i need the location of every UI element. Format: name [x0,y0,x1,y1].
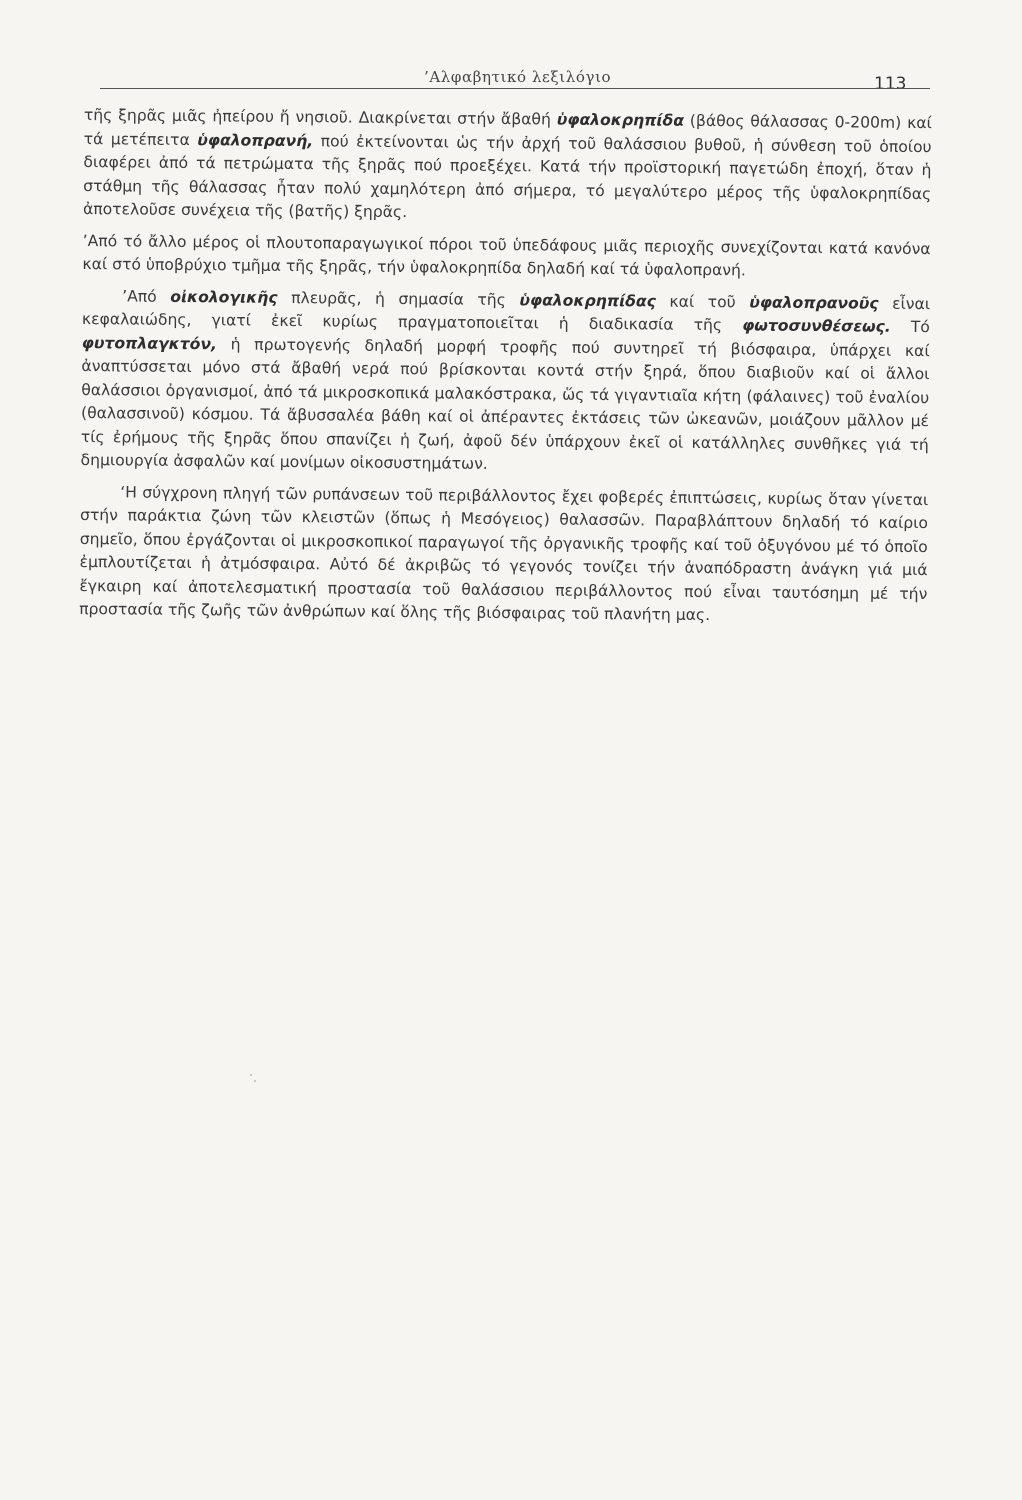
key-term: οἰκολογικῆς [170,287,278,307]
text-run: ἡ πρωτογενής δηλαδή μορφή τροφῆς πού συντηρεῖ τή βιόσφαιρα, ὑπάρχει καί ἀναπτύσσεται μόνο στά ἄβαθή νερά πού βρίσκονται κοντά στήν ξηρά, ὅπου διαβιοῦν καί οἱ ἄλλοι θαλάσσιοι ὀργανισμοί, ἀπό τά μικροσκοπικά μαλακόστρακα, ὥς τά γιγαντιαῖα κήτη (φάλαινες) τοῦ ἐναλίου (θαλασσινοῦ) κόσμου. Τά ἄβυσσαλέα βάθη καί οἱ ἀπέραντες ἐκτάσεις τῶν ὠκεανῶν, μοιάζουν μᾶλλον μέ τίς ἐρήμους τῆς ξηρᾶς ὅπου σπανίζει ἡ ζωή, ἀφοῦ δέν ὑπάρχουν ἐκεῖ οἱ κατάλληλες συνθῆκες γιά τή δημιουργία ἀσφαλῶν καί μονίμων οἰκοσυστημάτων. [80,334,930,473]
key-term: φωτοσυνθέσεως. [742,316,891,336]
text-run: Τό [890,317,930,337]
text-run: πλευρᾶς, ἡ σημασία τῆς [277,288,520,309]
text-run: καί τοῦ [655,291,750,311]
text-run: (βάθος θάλασσας 0-200m) καί τά μετέπειτα [83,111,932,149]
key-term: φυτοπλαγκτόν, [81,333,218,353]
paragraph [82,229,930,284]
body-text [79,104,932,638]
paragraph [79,480,928,629]
key-term: ὑφαλοκρηπίδας [519,290,656,310]
paragraph [83,104,932,230]
page-number: 113 [874,74,907,94]
paragraph [80,284,930,480]
header-rule [100,88,930,89]
key-term: ὑφαλοκρηπίδα [556,110,685,130]
text-run: ’Από [122,286,171,306]
key-term: ὑφαλοπρανοῦς [749,292,879,313]
text-run: εἶναι κεφαλαιώδης, γιατί ἐκεῖ κυρίως πραγματοποιεῖται ἡ διαδικασία τῆς [81,294,931,335]
running-header-title: ’Αλφαβητικό λεξιλόγιο [424,68,612,86]
text-run: τῆς ξηρᾶς μιᾶς ἠπείρου ἤ νησιοῦ. Διακρίνεται στήν ἄβαθή [83,105,557,129]
text-run: πού ἐκτείνονται ὡς τήν ἀρχή τοῦ θαλάσσιου βυθοῦ, ἡ σύνθεση τοῦ ὁποίου διαφέρει ἀπό τά πετρώματα τῆς ξηρᾶς πού προεξέχει. Κατά τήν προϊστορική παγετώδη ἐποχή, ὅταν ἡ στάθμη τῆς θάλασσας ἦταν πολύ χαμηλότερη ἀπό σήμερα, τό μεγαλύτερο μέρος τῆς ὑφαλοκρηπίδας ἀποτελοῦσε συνέχεια τῆς (βατῆς) ξηρᾶς. [82,131,932,222]
scan-speck [254,1080,256,1082]
text-run: ’Από τό ἄλλο μέρος οἱ πλουτοπαραγωγικοί πόροι τοῦ ὑπεδάφους μιᾶς περιοχῆς συνεχίζονται κατά κανόνα καί στό ὑποβρύχιο τμῆμα τῆς ξηρᾶς, τήν ὑφαλοκρηπίδα δηλαδή καί τά ὑφαλοπρανή. [82,231,931,280]
scan-speck [250,1074,252,1076]
text-run: ‘Η σύγχρονη πληγή τῶν ρυπάνσεων τοῦ περιβάλλοντος ἔχει φοβερές ἐπιπτώσεις, κυρίως ὅταν γίνεται στήν παράκτια ζώνη τῶν κλειστῶν (ὅπως ἡ Μεσόγειος) θαλασσῶν. Παραβλάπτουν δηλαδή τό καίριο σημεῖο, ὅπου ἐργάζονται οἱ μικροσκοπικοί παραγωγοί τῆς ὀργανικῆς τροφῆς καί τοῦ ὀξυγόνου μέ τό ὁποῖο ἐμπλουτίζεται ἡ ἀτμόσφαιρα. Αὐτό δέ ἀκριβῶς τό γεγονός τονίζει τήν ἀναπόδραστη ἀνάγκη γιά μιά ἔγκαιρη καί ἀποτελεσματική προστασία τοῦ θαλάσσιου περιβάλλοντος πού εἶναι ταυτόσημη μέ τήν προστασία τῆς ζωῆς τῶν ἀνθρώπων καί ὅλης τῆς βιόσφαιρας τοῦ πλανήτη μας. [79,482,929,625]
key-term: ὑφαλοπρανή, [197,130,314,150]
